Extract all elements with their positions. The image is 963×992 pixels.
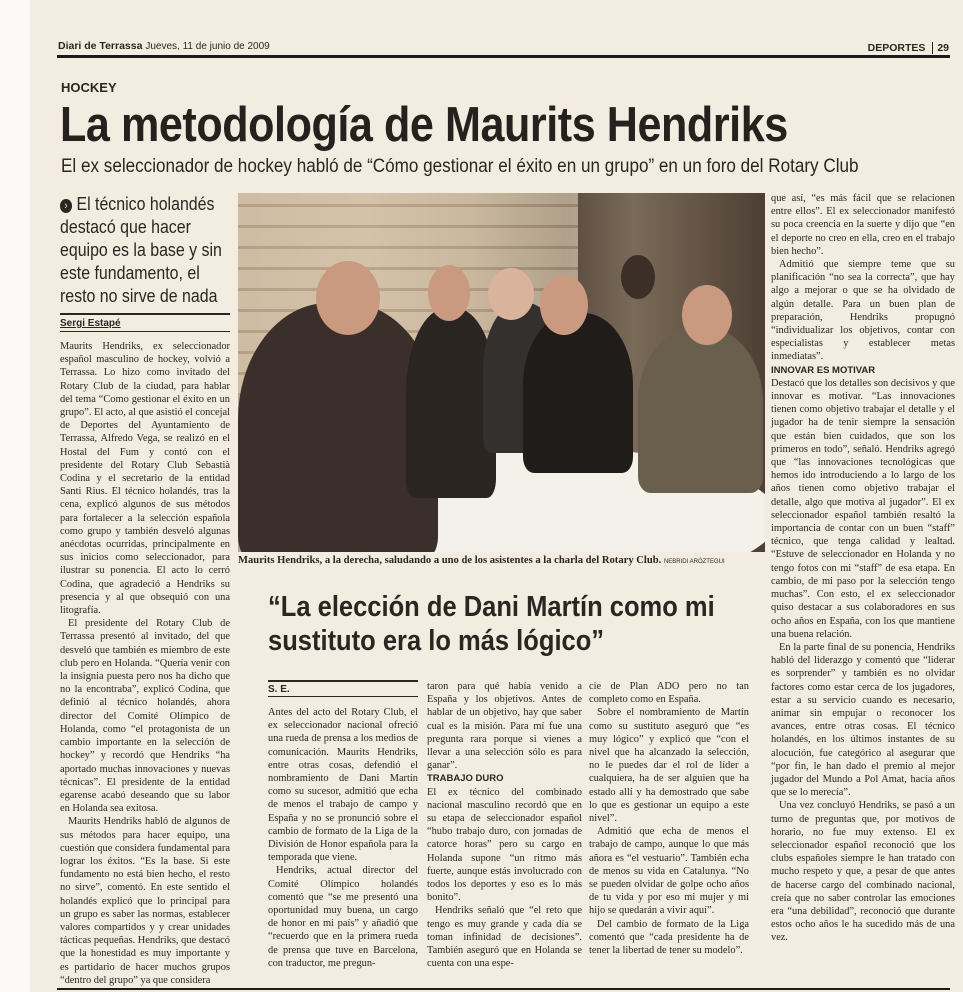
sidebar-byline-block: [268, 680, 418, 697]
sidebar-column-3: [589, 680, 749, 957]
byline-rule-top: [60, 313, 230, 315]
left-column: [60, 340, 230, 987]
photo-credit: NEBRIDI ARÓZTEGUI: [663, 559, 725, 565]
section-divider: [932, 42, 933, 54]
article-photo: [238, 193, 765, 552]
photo-person: [523, 313, 633, 473]
sidebar-column-1: [268, 706, 418, 970]
section-label: [868, 42, 949, 54]
scan-edge: [0, 0, 30, 992]
sidebar-byline: S. E.: [268, 684, 290, 695]
photo-head: [682, 285, 732, 345]
photo-head: [316, 261, 380, 335]
page-number: 29: [937, 42, 949, 54]
photo-caption: [238, 555, 765, 568]
sidebar-headline: “La elección de Dani Martín como mi sustituto era lo más lógico”: [268, 591, 715, 657]
publication-name: Diari de Terrassa: [58, 40, 143, 52]
sidebar-column-2: [427, 680, 582, 970]
deck-text: El técnico holandés destacó que hacer equipo es la base y sin este fundamento, el resto no sirve de nada: [60, 193, 222, 306]
paragraph: El ex técnico del combinado nacional masculino recordó que en su etapa de seleccionador español “hubo trabajo duro, con jornadas de catorce horas” pero su cargo en Holanda supone “un ritmo más fuerte, aunque estás involucrado con todos los deportes y eso es lo más bonito”.: [427, 786, 582, 904]
sidebar-byline-rule-top: [268, 680, 418, 682]
left-stack: [60, 192, 230, 987]
paragraph: Admitió que siempre teme que su planificación “no sea la correcta”, que hay algo a mejorar o que se ha olvidado de algún detalle. Para un buen plan de preparación, Hendriks propugnó “individualizar los objetivos, contar con especialistas y establecer metas inmediatas”.: [771, 259, 955, 363]
paragraph: Admitió que echa de menos el trabajo de campo, aunque lo que más añora es “el vestuario”. También echa de menos su vida en Catalunya. “No se pueden olvidar de golpe ocho años de tu vida y por eso mi mujer y mi hijo se quedarán a vivir aquí”.: [589, 826, 749, 917]
byline-rule-bottom: [60, 331, 230, 332]
deck: [60, 192, 229, 307]
paragraph: Del cambio de formato de la Liga comentó que “cada presidente ha de tener la libertad de tener su modelo”.: [589, 918, 749, 957]
paragraph: Hendriks señaló que “el reto que tengo es muy grande y cada día se toman infinidad de decisiones”. También aseguró que en Holanda se cuenta con una espe-: [427, 905, 582, 970]
paragraph: Maurits Hendriks habló de algunos de sus métodos para hacer equipo, una cuestión que considera fundamental para lograr los éxitos. “Es la base. Si este fundamento no está bien hecho, el resto no sirve”, comentó. En este sentido el holandés explicó que lo principal para un grupo es saber las normas, establecer valores compartidos y y crear unidades tácticas pequeñas. Hendriks, que destacó que la honestidad es muy importante y es partidario de hacer muchos grupos “dentro del grupo” ya que considera: [60, 816, 230, 986]
subheadline: El ex seleccionador de hockey habló de “Cómo gestionar el éxito en un grupo” en un foro del Rotary Club: [61, 156, 859, 177]
kicker: HOCKEY: [61, 80, 117, 95]
footer-rule: [57, 988, 950, 990]
paragraph: taron para qué había venido a España y los objetivos. Antes de hablar de un objetivo, hay que saber cual es la misión. Para mí fue una pregunta rara porque si vienes a llevar a una selección sólo es para ganar”.: [427, 681, 582, 772]
photo-head: [540, 275, 588, 335]
byline: Sergi Estapé: [60, 318, 121, 329]
page-header: [58, 40, 270, 52]
paragraph: Una vez concluyó Hendriks, se pasó a un turno de preguntas que, por motivos de horario, no fue muy extenso. El ex seleccionador español reconoció que los clubs españoles siempre le han tratado con mucho respeto y que, a pesar de que antes de hacerse cargo del combinado nacional, creía que no saber controlar las emociones era “una debilidad”, reconoció que durante estos ocho años le ha sucedido más de una vez.: [771, 800, 955, 944]
caption-text: Maurits Hendriks, a la derecha, saludando a uno de los asistentes a la charla del Rotary Club.: [238, 555, 662, 566]
paragraph: Sobre el nombramiento de Martín como su sustituto aseguró que “es muy lógico” y explicó que “con el nivel que ha alcanzado la selección, no le puedes dar el rol de líder a cualquiera, ha de ser alguien que ha estado allí y ha demostrado que sabe lo que es gestionar un equipo a este nivel”.: [589, 707, 749, 825]
photo-person: [638, 328, 763, 493]
paragraph: Antes del acto del Rotary Club, el ex seleccionador nacional ofreció una rueda de prensa a los medios de comunicación. Maurits Hendriks, entre otras cosas, defendió el nombramiento de Dani Martín como su sucesor, admitió que echa de menos el trabajo de campo y España y no se pronunció sobre el cambio de formato de la Liga de la División de Honor española para la temporada que viene.: [268, 707, 418, 864]
circle-arrow-right-icon: ›: [60, 199, 72, 213]
photo-head: [428, 265, 470, 321]
paragraph: Maurits Hendriks, ex seleccionador español masculino de hockey, volvió a Terrassa. Lo hizo como invitado del Rotary Club de la ciudad, para hablar del tema “Como gestionar el éxito en un grupo”. El acto, al que asistió el concejal de Deportes del Ayuntamiento de Terrassa, Alfredo Vega, se realizó en el Hostal del Fum y contó con el presidente del Rotary Club Sebastià Codina y el secretario de la entidad Santi Rius. El técnico holandés, tras la cena, explicó algunos de sus métodos para fortalecer a la selección española como grupo y también desveló algunas anécdotas ocurridas, principalmente en sus inicios como seleccionador, para ilustrar su ponencia. El acto lo cerró Codina, que agradeció a Hendriks su presencia y al que obsequió con una litografía.: [60, 341, 230, 617]
paragraph: que así, “es más fácil que se relacionen entre ellos”. El ex seleccionador manifestó su poca creencia en la suerte y dijo que “en el deporte no creo en ella, creo en el trabajo bien hecho”.: [771, 193, 955, 257]
paragraph: En la parte final de su ponencia, Hendriks habló del liderazgo y comentó que “liderar es sorprender” y también es no olvidar factores como estar cerca de los jugadores, estar a su servicio cuando es necesario, animar sin empujar o reconocer los avances, entre otras cosas. El técnico holandés, en los últimos instantes de su alocución, fue categórico al asegurar que “por fin, le han dado el premio al mejor jugador del Mundo a Pol Amat, hacía años que se lo merecía”.: [771, 641, 955, 799]
paragraph: El presidente del Rotary Club de Terrassa presentó al invitado, del que desveló que también es miembro de este club pero en Holanda. “Quería venir con la insignia puesta pero nos ha dicho que no la encontraba”, explicó Codina, que definió al técnico holandés, ahora director del Comité Olímpico de Holanda, como “el protagonista de un cambio importante en la selección de hockey” y recordó que Hendriks “ha aportado muchas innovaciones y nuevas técnicas”. El presidente de la entidad egarense acabó deseando que su labor en Holanda sea exitosa.: [60, 618, 230, 815]
deck-wrapper: [60, 192, 230, 307]
photo-head: [488, 268, 534, 320]
paragraph: Hendriks, actual director del Comité Olímpico holandés comentó que “se me presentó una oportunidad muy buena, un cargo de honor en mi país” y añadió que “recuerdo que en la primera rueda de prensa que tuve en Barcelona, con traductor, me pregun-: [268, 865, 418, 969]
headline: La metodología de Maurits Hendriks: [60, 98, 788, 152]
paragraph: Destacó que los detalles son decisivos y que innovar es motivar. “Las innovaciones tienen como objetivo trabajar el detalle y el jugador ha de tenir siempre la sensación que están bien cuidados, que son los primeros en todo”, señaló. Hendriks agregó que “las innovaciones tecnológicas que hemos ido introduciendo a lo largo de los años tienen como objetivo trabajar el detalle, algo que motiva al jugador”. El ex seleccionador español también resaltó la importancia de contar con un buen “staff” técnico, que tenga calidad y lealtad. “Estuve de seleccionador en Holanda y no tengo fotos con mi “staff” de esa etapa. En cambio, de mi paso por la selección tengo muchas”. Con esto, el ex seleccionador quiso destacar a sus colaboradores en sus ocho años en España, con los que mantiene una buena relación.: [771, 377, 955, 640]
right-column: [771, 192, 955, 945]
publication-date: Jueves, 11 de junio de 2009: [145, 41, 270, 52]
subhead: TRABAJO DURO: [427, 773, 504, 785]
header-rule: [57, 55, 950, 58]
photo-plate: [621, 255, 655, 299]
paragraph: cie de Plan ADO pero no tan completo como en España.: [589, 681, 749, 706]
sidebar-byline-rule-bottom: [268, 696, 418, 697]
subhead: INNOVAR ES MOTIVAR: [771, 364, 876, 376]
section-name: DEPORTES: [867, 42, 926, 54]
